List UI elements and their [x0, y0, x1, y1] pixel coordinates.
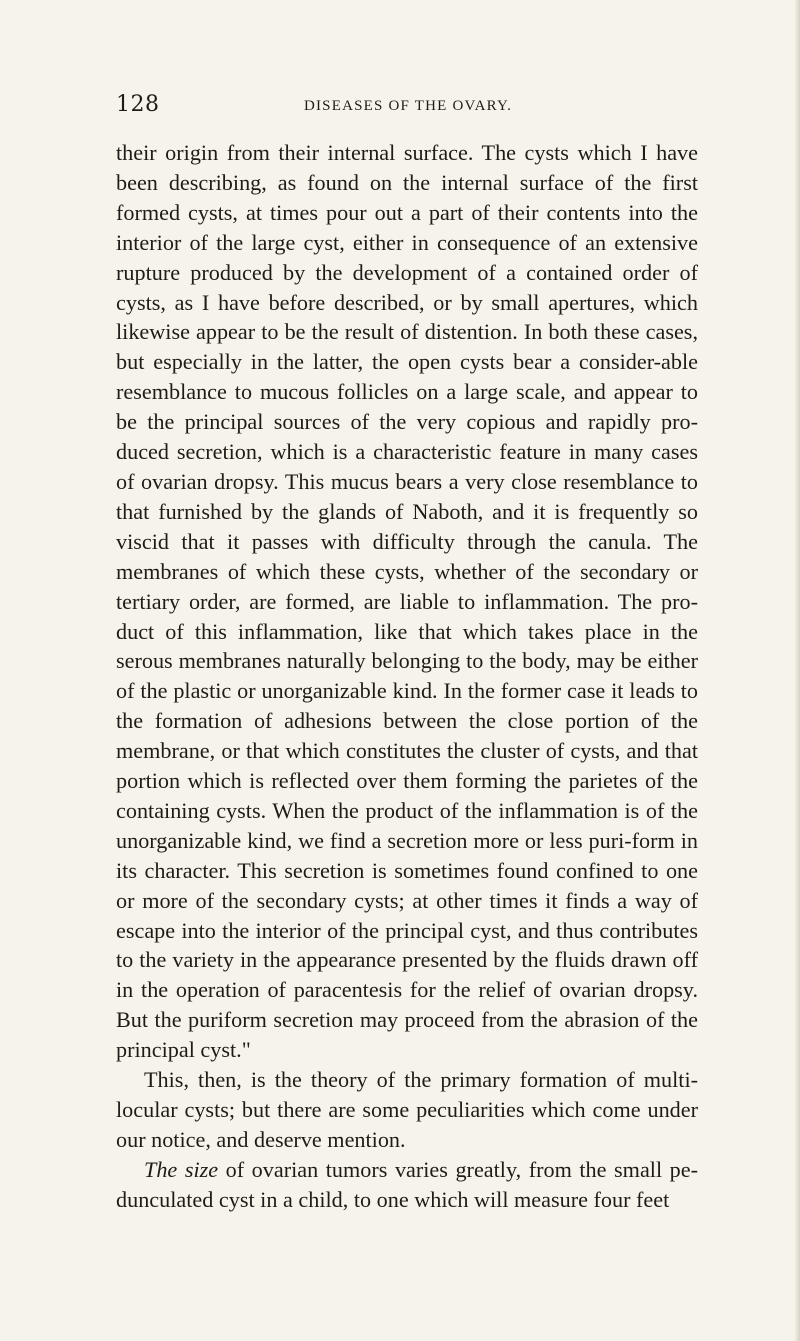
page-header [116, 92, 700, 118]
running-head: DISEASES OF THE OVARY. [303, 98, 513, 114]
paragraph-theory: This, then, is the theory of the primary formation of multi-locular cysts; but there are some peculiarities which come under our notice, and deserve mention. [116, 1067, 698, 1152]
italic-term: The size [144, 1156, 219, 1182]
paragraph-continued: their origin from their internal surface. The cysts which I have been describing, as found on the internal surface of the first formed cysts, at times pour out a part of their contents into the interior of the large cyst, either in consequence of an extensive rupture produced by the development of a contained order of cysts, as I have before described, or by small apertures, which likewise appear to be the result of distention. In both these cases, but especially in the latter, the open cysts bear a consider-able resemblance to mucous follicles on a large scale, and appear to be the principal sources of the very copious and rapidly pro-duced secretion, which is a characteristic feature in many cases of ovarian dropsy. This mucus bears a very close resemblance to that furnished by the glands of Naboth, and it is frequently so viscid that it passes with difficulty through the canula. The membranes of which these cysts, whether of the secondary or tertiary order, are formed, are liable to inflammation. The pro-duct of this inflammation, like that which takes place in the serous membranes naturally belonging to the body, may be either of the plastic or unorganizable kind. In the former case it leads to the formation of adhesions between the close portion of the membrane, or that which constitutes the cluster of cysts, and that portion which is reflected over them forming the parietes of the containing cysts. When the product of the inflammation is of the unorganizable kind, we find a secretion more or less puri-form in its character. This secretion is sometimes found confined to one or more of the secondary cysts; at other times it finds a way of escape into the interior of the principal cyst, and thus contributes to the variety in the appearance presented by the fluids drawn off in the operation of paracentesis for the relief of ovarian dropsy. But the puriform secretion may proceed from the abrasion of the principal cyst." [116, 140, 698, 1063]
body-text [116, 138, 698, 1215]
page-number: 128 [116, 92, 160, 117]
page-edge-shadow [794, 0, 800, 1341]
paragraph-size-text: of ovarian tumors varies greatly, from the small pe-dunculated cyst in a child, to one which will measure four feet [116, 1156, 698, 1212]
paragraph-size [116, 1155, 698, 1215]
